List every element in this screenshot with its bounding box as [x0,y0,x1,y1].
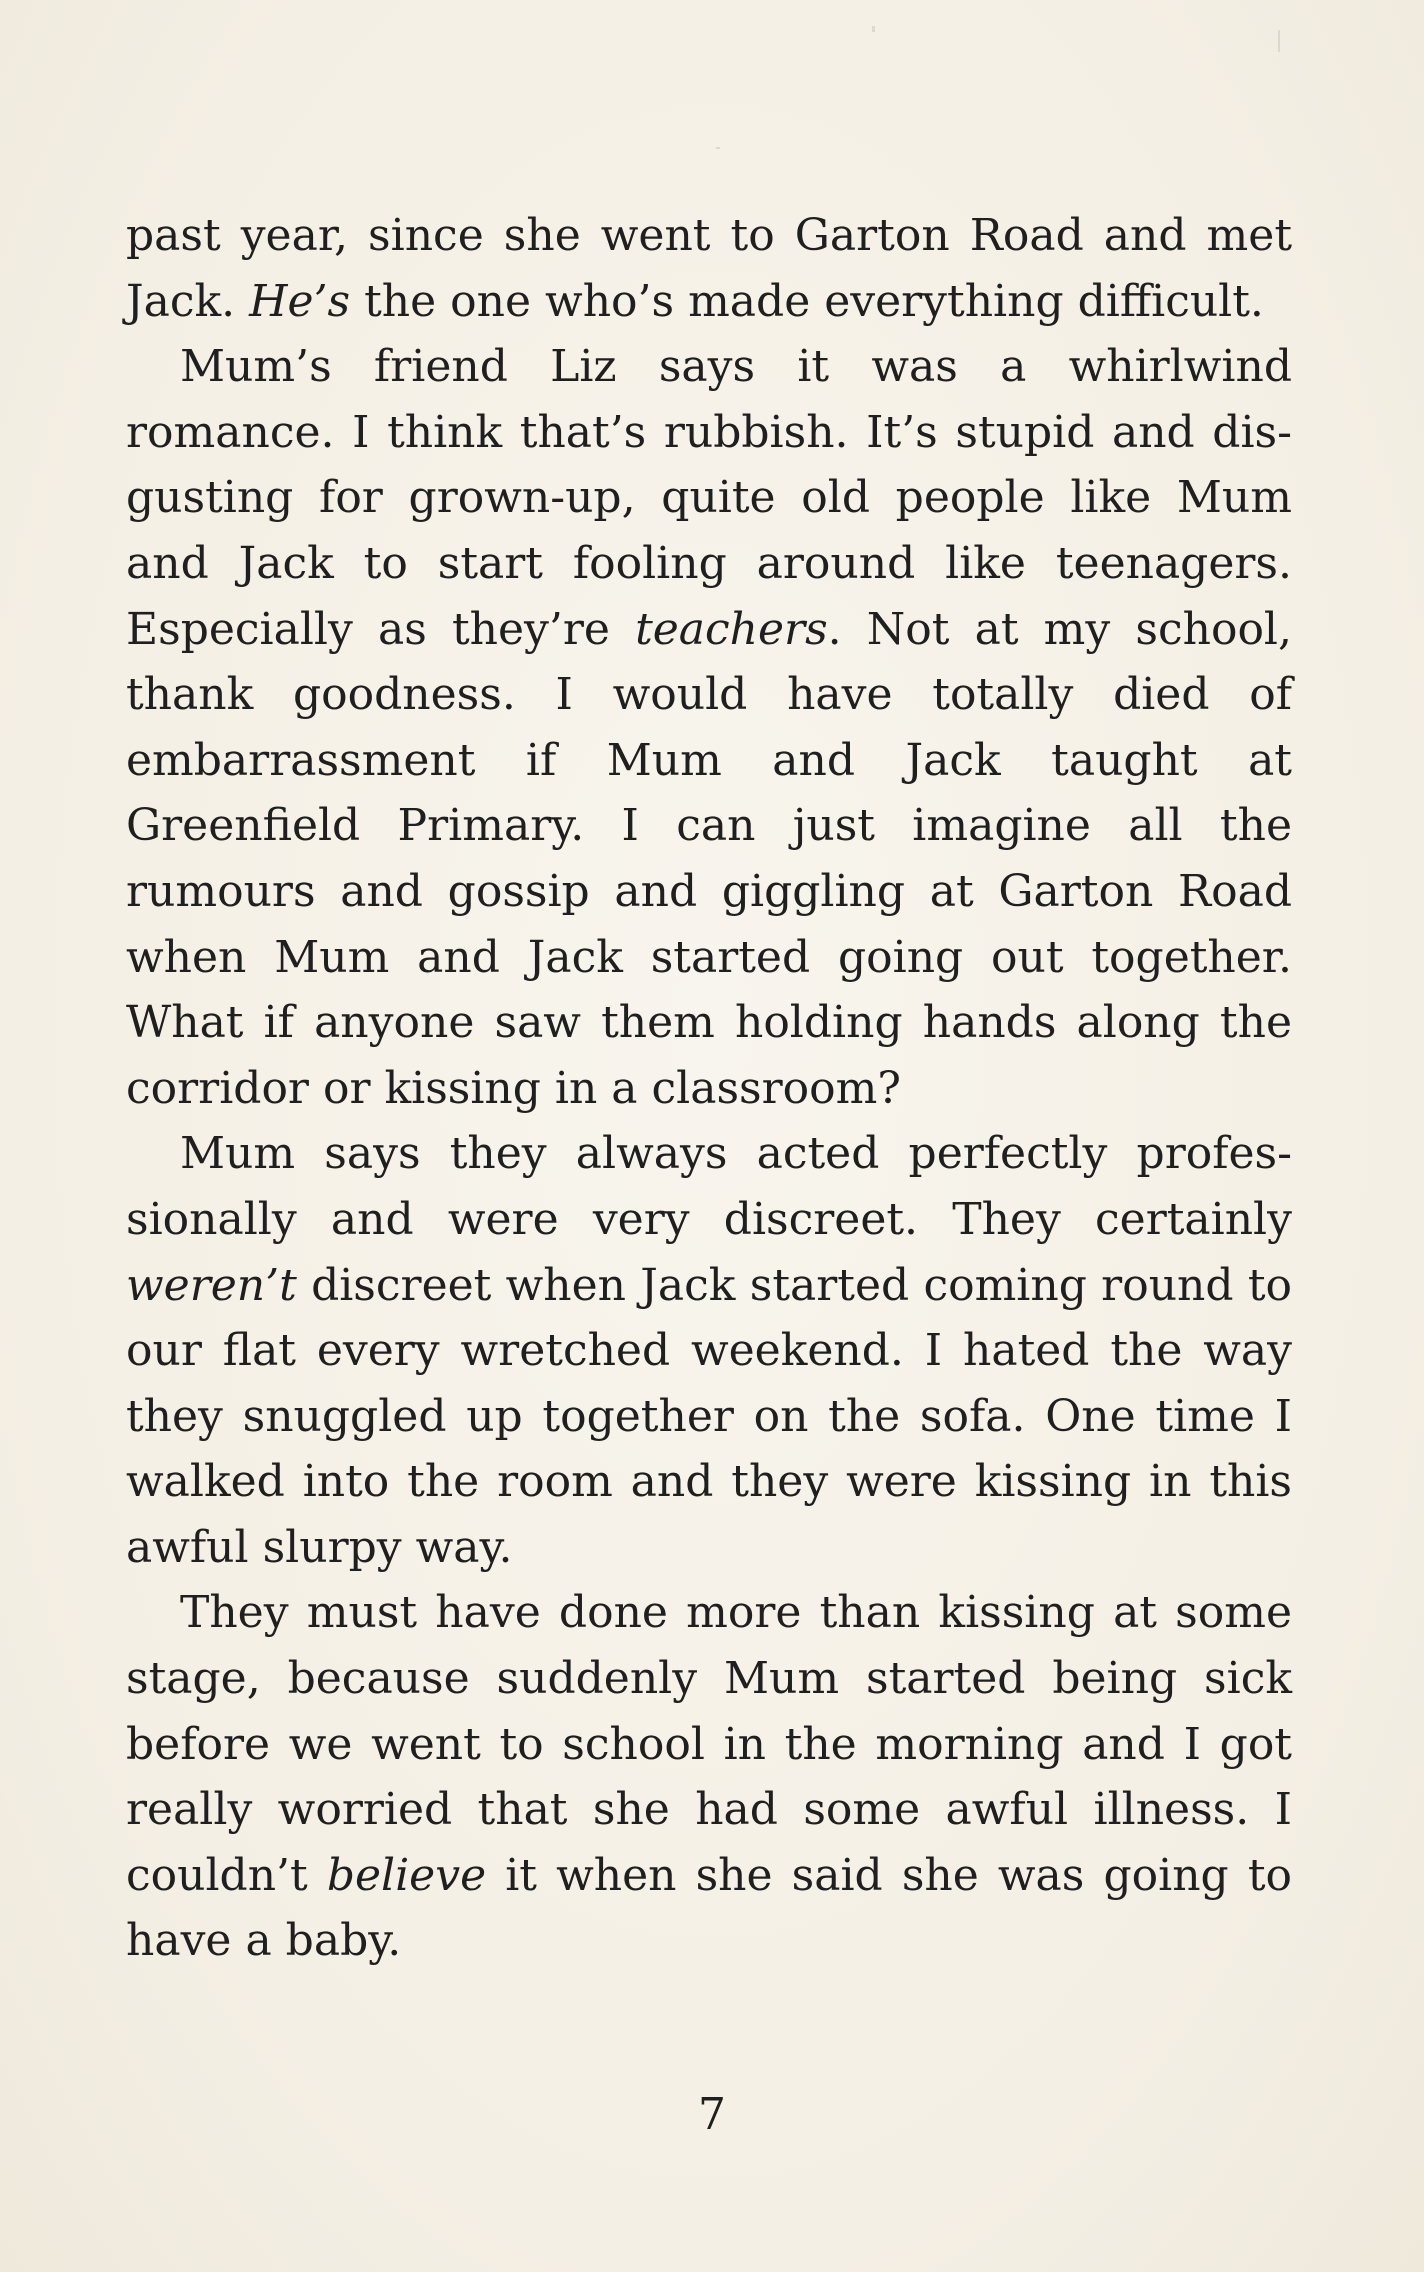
text-run: the one who’s made everything difficult. [350,275,1264,327]
text-run: . Not at my school, thank goodness. I would have totally died of embarrassment if Mum and Jack taught at Greenfield Primary. I can just imagine all the rumours and gossip and giggling at Garton Road when Mum and Jack started going out together. What if anyone saw them holding hands along the corridor or kissing in a classroom? [126,603,1292,1114]
italic-text: weren’t [126,1259,297,1311]
paragraph-1 [126,203,1292,334]
text-run: They must have done more than kissing at some stage, because suddenly Mum started being sick before we went to school in the morning and I got really worried that she had some awful illness. I couldn’t [126,1587,1292,1901]
paragraph-3 [126,1121,1292,1580]
text-run: Mum’s friend Liz says it was a whirlwind romance. I think that’s rubbish. It’s stupid and disgusting for grown-up, quite old people like Mum and Jack to start fooling around like teenagers. Especially as they’re [126,341,1292,655]
paragraph-2 [126,334,1292,1121]
text-run: past year, since she went to Garton Road and met Jack. [126,210,1292,327]
paper-speck [872,26,875,32]
italic-text: believe [326,1849,487,1901]
paper-speck [1278,30,1280,52]
paragraph-4 [126,1580,1292,1974]
text-run: it when she said she was going to have a baby. [126,1849,1292,1967]
paper-speck [716,147,720,149]
body-text [126,203,1292,1974]
text-run: Mum says they always acted perfectly professionally and were very discreet. They certainly [126,1128,1292,1245]
text-run: discreet when Jack started coming round to our flat every wretched weekend. I hated the way they snuggled up together on the sofa. One time I walked into the room and they were kissing in this awful slurpy way. [126,1259,1292,1573]
page-number: 7 [698,2089,726,2140]
italic-text: He’s [249,275,351,327]
italic-text: teachers [635,603,828,655]
